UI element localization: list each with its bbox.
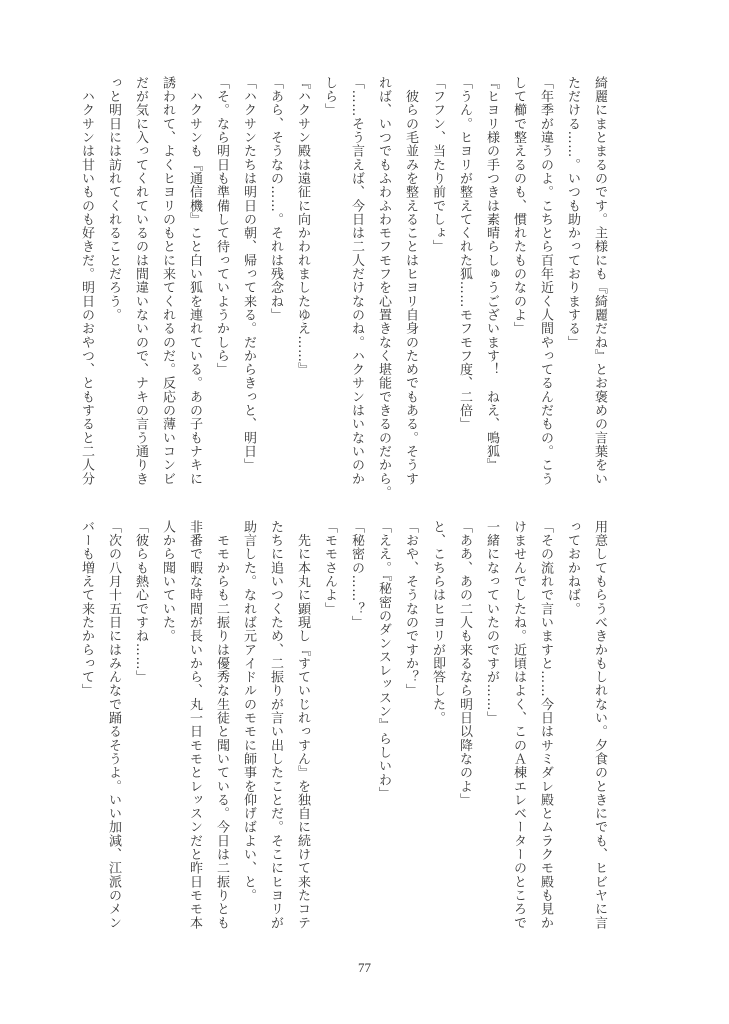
text-line: 彼らの毛並みを整えることはヒヨリ自身のためでもある。そうす — [403, 76, 418, 486]
text-line: 用意してもらうべきかもしれない。夕食のときにでも、ヒビヤに言 — [592, 520, 607, 930]
text-line: 『ヒヨリ様の手つきは素晴らしゅうございます！ ねえ、鳴狐』 — [484, 76, 499, 472]
text-line: 「年季が違うのよ。こちとら百年近く人間やってるんだもの。こう — [538, 76, 553, 486]
text-line: 「そ。なら明日も準備して待っていようかしら」 — [214, 76, 229, 377]
text-line: ただける……。いつも助かっておりまする」 — [565, 76, 580, 349]
text-line: 「……そう言えば、今日は二人だけなのね。ハクサンはいないのか — [349, 76, 364, 486]
text-line: れば、いつでもふわふわモフモフを心置きなく堪能できるのだから。 — [376, 76, 391, 500]
text-line: 「秘密の……？」 — [349, 520, 364, 630]
text-line: 先に本丸に顕現し『すていじれっすん』を独自に続けて来たコテ — [295, 520, 310, 930]
text-block-bottom — [73, 520, 613, 940]
text-line: 非番で暇な時間が長いから、丸一日モモとレッスンだと昨日モモ本 — [187, 520, 202, 930]
text-line: っておかねば。 — [565, 520, 580, 616]
text-line: 綺麗にまとまるのです。主様にも『綺麗だね』とお褒めの言葉をい — [592, 76, 607, 486]
text-line: しら」 — [322, 76, 337, 117]
text-line: 「うん。ヒヨリが整えてくれた狐……モフモフ度、二倍」 — [457, 76, 472, 431]
text-line: 「フフン、当たり前でしょ」 — [430, 76, 445, 254]
text-line: 一緒になっていたのですが……」 — [484, 520, 499, 725]
text-line: バーも増えて来たからって」 — [79, 520, 94, 698]
text-block-top — [73, 76, 613, 500]
text-line: 「おや、そうなのですか？」 — [403, 520, 418, 698]
text-line: たちに追いつくため、二振りが言い出したことだ。そこにヒヨリが — [268, 520, 283, 930]
text-line: っと明日には訪れてくれることだろう。 — [106, 76, 121, 322]
text-line: 「次の八月十五日にはみんなで踊るそうよ。いい加減、江派のメン — [106, 520, 121, 930]
text-line: 「あら、そうなの……。それは残念ね」 — [268, 76, 283, 322]
text-line: 「モモさんよ」 — [322, 520, 337, 616]
text-line: 助言した。なれば元アイドルのモモに師事を仰げばよい、と。 — [241, 520, 256, 903]
text-line: ハクサンも『通信機』こと白い狐を連れている。あの子もナキに — [187, 76, 202, 486]
text-line: けませんでしたね。近頃はよく、このＡ棟エレベーターのところで — [511, 520, 526, 930]
text-line: と、こちらはヒヨリが即答した。 — [430, 520, 445, 725]
text-line: ハクサンは甘いものも好きだ。明日のおやつ、ともすると二人分 — [79, 76, 94, 486]
text-line: 「ああ、あの二人も来るなら明日以降なのよ」 — [457, 520, 472, 807]
text-line: 『ハクサン殿は遠征に向かわれましたゆえ……』 — [295, 76, 310, 377]
text-line: モモからも二振りは優秀な生徒と聞いている。今日は二振りとも — [214, 520, 229, 930]
text-line: 人から聞いていた。 — [160, 520, 175, 643]
text-line: 「ハクサンたちは明日の朝、帰って来る。だからきっと、明日」 — [241, 76, 256, 472]
text-line: 「彼らも熱心ですね……」 — [133, 520, 148, 684]
page-number: 77 — [358, 960, 371, 975]
text-line: 「ええ。『秘密のダンスレッスン』らしいわ」 — [376, 520, 391, 801]
text-line: だが気に入ってくれているのは間違いないので、ナキの言う通りき — [133, 76, 148, 486]
text-line: 「その流れで言いますと……今日はサミダレ殿とムラクモ殿も見か — [538, 520, 553, 930]
text-line: 誘われて、よくヒヨリのもとに来てくれるのだ。反応の薄いコンビ — [160, 76, 175, 486]
text-line: して櫛で整えるのも、慣れたものなのよ」 — [511, 76, 526, 336]
